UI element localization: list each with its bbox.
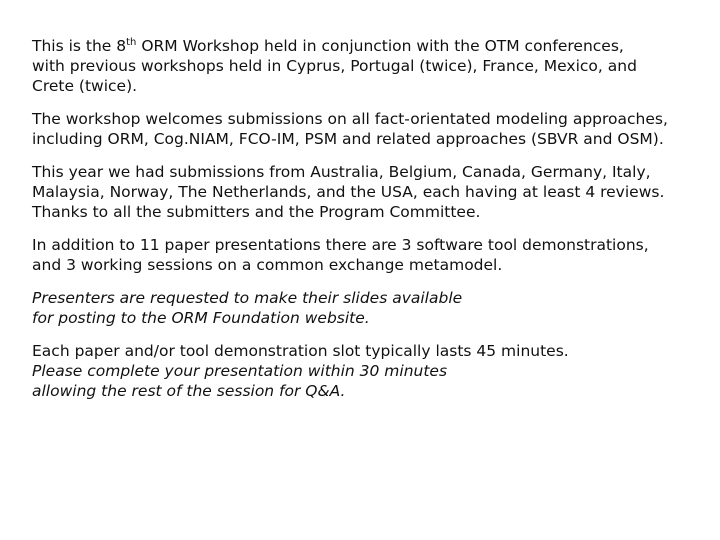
text-line: Malaysia, Norway, The Netherlands, and the USA, each having at least 4 reviews. <box>32 183 665 201</box>
text-line: In addition to 11 paper presentations there are 3 software tool demonstrations, <box>32 236 649 254</box>
text-line: This year we had submissions from Australia, Belgium, Canada, Germany, Italy, <box>32 163 651 181</box>
text-line: Please complete your presentation within 30 minutes <box>32 362 448 380</box>
text-line: The workshop welcomes submissions on all fact-orientated modeling approaches, <box>32 110 668 128</box>
presenters-request-paragraph <box>32 288 712 328</box>
text-run: This is the 8 <box>32 37 127 55</box>
submissions-countries-paragraph <box>32 162 712 222</box>
text-line: including ORM, Cog.NIAM, FCO-IM, PSM and related approaches (SBVR and OSM). <box>32 130 664 148</box>
program-paragraph <box>32 235 712 275</box>
intro-paragraph <box>32 36 712 96</box>
text-line: Crete (twice). <box>32 77 138 95</box>
ordinal-superscript: th <box>126 36 137 48</box>
text-line: Each paper and/or tool demonstration slot typically lasts 45 minutes. <box>32 342 569 360</box>
text-line: and 3 working sessions on a common exchange metamodel. <box>32 256 503 274</box>
text-run: ORM Workshop held in conjunction with the OTM conferences, <box>136 37 624 55</box>
slide-body <box>32 36 712 414</box>
text-line: for posting to the ORM Foundation website. <box>32 309 370 327</box>
submissions-scope-paragraph <box>32 109 712 149</box>
text-line: Thanks to all the submitters and the Program Committee. <box>32 203 481 221</box>
text-line: allowing the rest of the session for Q&A. <box>32 382 346 400</box>
text-line: Presenters are requested to make their slides available <box>32 289 463 307</box>
timing-paragraph <box>32 341 712 401</box>
text-line: with previous workshops held in Cyprus, Portugal (twice), France, Mexico, and <box>32 57 637 75</box>
text-line <box>32 36 712 56</box>
